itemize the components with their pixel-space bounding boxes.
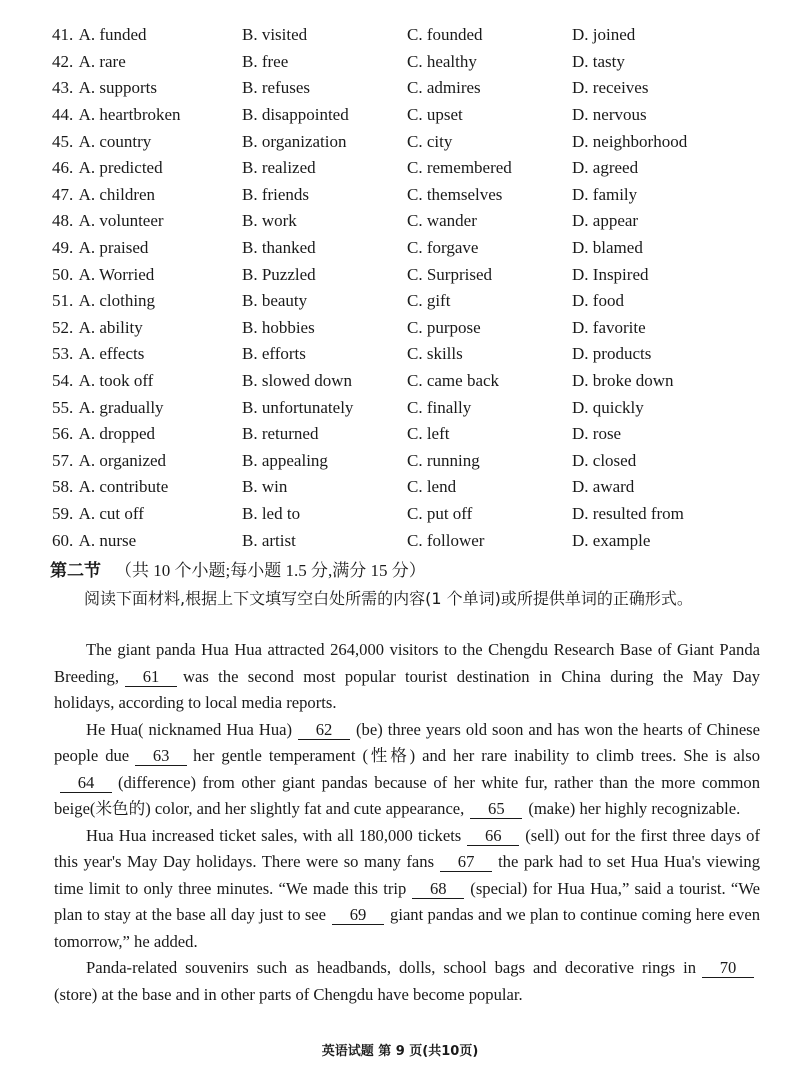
question-number: 58.: [52, 477, 74, 497]
question-cell: [52, 398, 242, 418]
text: for Hua Hua,” said a tourist. “We plan to stay at the base all day just to see: [54, 878, 760, 924]
option-c: C. healthy: [407, 51, 477, 71]
question-number: 47.: [52, 184, 74, 204]
blank-62: 62: [298, 721, 350, 740]
paragraph-1: [54, 637, 760, 717]
choice-row: [52, 208, 772, 235]
option-d: D. agreed: [572, 158, 639, 178]
question-number: 42.: [52, 51, 74, 71]
option-a: A. funded: [78, 25, 147, 45]
option-b: B. returned: [242, 424, 319, 444]
option-a: A. predicted: [78, 158, 163, 178]
option-a: A. supports: [78, 78, 157, 98]
hint-68: (special): [470, 878, 528, 898]
option-a: A. nurse: [78, 530, 137, 550]
option-a: A. children: [78, 184, 156, 204]
option-d: D. broke down: [572, 371, 674, 391]
question-cell: [52, 265, 242, 285]
choice-row: [52, 235, 772, 262]
option-b: B. Puzzled: [242, 264, 316, 284]
question-number: 49.: [52, 238, 74, 258]
page-footer: 英语试题 第 9 页(共10页): [321, 1044, 479, 1059]
question-number: 52.: [52, 317, 74, 337]
choice-row: [52, 49, 772, 76]
text: was the second most popular tourist destination in China during the May Day holidays, according to local media reports.: [54, 666, 760, 712]
paragraph-4: [54, 955, 760, 1008]
option-b: B. organization: [242, 131, 347, 151]
hint-65: (make): [528, 799, 576, 818]
option-c: C. themselves: [407, 184, 503, 204]
question-number: 53.: [52, 344, 74, 364]
question-number: 55.: [52, 397, 74, 417]
option-b: B. hobbies: [242, 317, 315, 337]
option-c: C. upset: [407, 105, 463, 125]
option-d: D. nervous: [572, 105, 647, 125]
choice-row: [52, 261, 772, 288]
choice-row: [52, 288, 772, 315]
option-a: A. volunteer: [78, 211, 164, 231]
option-b: B. win: [242, 477, 288, 497]
question-number: 43.: [52, 78, 74, 98]
option-c: C. purpose: [407, 317, 481, 337]
option-a: A. rare: [78, 51, 126, 71]
hint-70: (store): [54, 984, 98, 1004]
option-a: A. effects: [78, 344, 145, 364]
option-c: C. city: [407, 131, 453, 151]
option-b: B. beauty: [242, 291, 308, 311]
option-b: B. appealing: [242, 450, 328, 470]
option-b: B. free: [242, 51, 289, 71]
choice-row: [52, 155, 772, 182]
option-c: C. gift: [407, 291, 451, 311]
option-b: B. realized: [242, 158, 316, 178]
blank-69: 69: [332, 906, 384, 925]
question-cell: [52, 132, 242, 152]
blank-68: 68: [412, 880, 464, 899]
option-d: D. closed: [572, 450, 637, 470]
choice-row: [52, 474, 772, 501]
choice-row: [52, 102, 772, 129]
question-cell: [52, 531, 242, 551]
option-b: B. friends: [242, 184, 310, 204]
question-cell: [52, 344, 242, 364]
option-b: B. slowed down: [242, 371, 353, 391]
option-d: D. quickly: [572, 397, 644, 417]
choice-row: [52, 394, 772, 421]
question-number: 46.: [52, 158, 74, 178]
option-b: B. unfortunately: [242, 397, 354, 417]
option-a: A. Worried: [78, 264, 155, 284]
option-a: A. took off: [78, 371, 154, 391]
option-c: C. wander: [407, 211, 477, 231]
question-number: 44.: [52, 105, 74, 125]
choice-row: [52, 341, 772, 368]
blank-63: 63: [135, 747, 187, 766]
choice-row: [52, 448, 772, 475]
option-d: D. tasty: [572, 51, 625, 71]
question-cell: [52, 451, 242, 471]
option-a: A. dropped: [78, 424, 156, 444]
option-d: D. food: [572, 291, 624, 311]
option-d: D. rose: [572, 424, 622, 444]
hint-64: (difference): [118, 772, 196, 792]
option-c: C. skills: [407, 344, 463, 364]
choice-row: [52, 501, 772, 528]
question-number: 45.: [52, 131, 74, 151]
option-c: C. left: [407, 424, 450, 444]
option-b: B. disappointed: [242, 105, 349, 125]
question-cell: [52, 238, 242, 258]
question-number: 54.: [52, 371, 74, 391]
choice-row: [52, 368, 772, 395]
choice-row: [52, 421, 772, 448]
choice-row: [52, 128, 772, 155]
choice-table: [52, 22, 772, 554]
option-d: D. blamed: [572, 238, 643, 258]
hint-66: (sell): [525, 825, 560, 845]
option-b: B. efforts: [242, 344, 306, 364]
section-heading: [50, 556, 426, 581]
question-cell: [52, 105, 242, 125]
option-a: A. organized: [78, 450, 167, 470]
question-number: 60.: [52, 530, 74, 550]
option-d: D. appear: [572, 211, 639, 231]
passage: [54, 637, 760, 1008]
text: from other giant pandas because of her white fur, rather than the more common beige(米色的) color, and her slightly fat and cute appearance,: [54, 772, 760, 818]
question-number: 41.: [52, 25, 74, 45]
text: The giant panda Hua Hua attracted 264,000 visitors to the Chengdu Research Base of Giant Panda Breeding,: [54, 640, 760, 686]
question-cell: [52, 52, 242, 72]
paragraph-2: [54, 717, 760, 823]
option-a: A. clothing: [78, 291, 156, 311]
option-d: D. favorite: [572, 317, 646, 337]
option-a: A. country: [78, 131, 152, 151]
choice-row: [52, 182, 772, 209]
text: Hua Hua increased ticket sales, with all 180,000 tickets: [86, 825, 462, 845]
option-c: C. founded: [407, 25, 483, 45]
question-number: 50.: [52, 264, 74, 284]
question-cell: [52, 504, 242, 524]
text: giant pandas and we plan to continue coming here even tomorrow,” he added.: [54, 905, 760, 951]
question-cell: [52, 318, 242, 338]
text: Panda-related souvenirs such as headbands, dolls, school bags and decorative rings in: [86, 958, 696, 977]
option-b: B. refuses: [242, 78, 310, 98]
question-cell: [52, 78, 242, 98]
section-note: （共 10 个小题;每小题 1.5 分,满分 15 分）: [115, 561, 426, 580]
question-cell: [52, 25, 242, 45]
text: her highly recognizable.: [579, 799, 741, 818]
option-a: A. praised: [78, 238, 149, 258]
question-cell: [52, 158, 242, 178]
option-b: B. led to: [242, 503, 301, 523]
question-number: 59.: [52, 503, 74, 523]
option-b: B. work: [242, 211, 297, 231]
option-b: B. visited: [242, 25, 308, 45]
option-a: A. gradually: [78, 397, 164, 417]
option-d: D. resulted from: [572, 503, 684, 523]
option-a: A. contribute: [78, 477, 169, 497]
question-cell: [52, 424, 242, 444]
question-cell: [52, 291, 242, 311]
question-cell: [52, 477, 242, 497]
choice-row: [52, 527, 772, 554]
choice-row: [52, 315, 772, 342]
question-cell: [52, 211, 242, 231]
option-d: D. example: [572, 530, 651, 550]
blank-64: 64: [60, 774, 112, 793]
option-d: D. neighborhood: [572, 131, 688, 151]
option-a: A. heartbroken: [78, 105, 181, 125]
section-instruction: 阅读下面材料,根据上下文填写空白处所需的内容(1 个单词)或所提供单词的正确形式。: [84, 589, 693, 608]
option-a: A. cut off: [78, 503, 144, 523]
option-b: B. artist: [242, 530, 296, 550]
choice-row: [52, 22, 772, 49]
hint-62: (be): [356, 719, 383, 739]
option-c: C. finally: [407, 397, 472, 417]
text: her gentle temperament (性格) and her rare inability to climb trees. She is also: [193, 746, 761, 765]
blank-70: 70: [702, 959, 754, 978]
blank-67: 67: [440, 853, 492, 872]
option-d: D. products: [572, 344, 652, 364]
choice-row: [52, 75, 772, 102]
option-d: D. joined: [572, 25, 636, 45]
text: out for the first three days of this year's May Day holidays. There were so many fans: [54, 825, 760, 871]
question-number: 48.: [52, 211, 74, 231]
option-c: C. came back: [407, 371, 500, 391]
blank-66: 66: [467, 827, 519, 846]
option-c: C. running: [407, 450, 480, 470]
option-c: C. Surprised: [407, 264, 492, 284]
option-a: A. ability: [78, 317, 143, 337]
question-number: 51.: [52, 291, 74, 311]
paragraph-3: [54, 823, 760, 956]
option-c: C. forgave: [407, 238, 479, 258]
blank-61: 61: [125, 668, 177, 687]
option-c: C. lend: [407, 477, 457, 497]
option-d: D. receives: [572, 78, 649, 98]
section-title: 第二节: [50, 561, 101, 580]
question-cell: [52, 185, 242, 205]
option-c: C. follower: [407, 530, 485, 550]
option-d: D. family: [572, 184, 638, 204]
option-c: C. remembered: [407, 158, 512, 178]
text: three years old soon and has won the hearts of Chinese people due: [54, 719, 761, 765]
option-b: B. thanked: [242, 238, 316, 258]
text: He Hua( nicknamed Hua Hua): [86, 719, 293, 739]
option-c: C. admires: [407, 78, 481, 98]
text: at the base and in other parts of Chengdu have become popular.: [101, 984, 523, 1004]
option-c: C. put off: [407, 503, 473, 523]
text: the park had to set Hua Hua's viewing time limit to only three minutes. “We made this trip: [54, 852, 761, 898]
question-number: 57.: [52, 450, 74, 470]
option-d: D. Inspired: [572, 264, 649, 284]
question-cell: [52, 371, 242, 391]
question-number: 56.: [52, 424, 74, 444]
blank-65: 65: [470, 800, 522, 819]
option-d: D. award: [572, 477, 635, 497]
